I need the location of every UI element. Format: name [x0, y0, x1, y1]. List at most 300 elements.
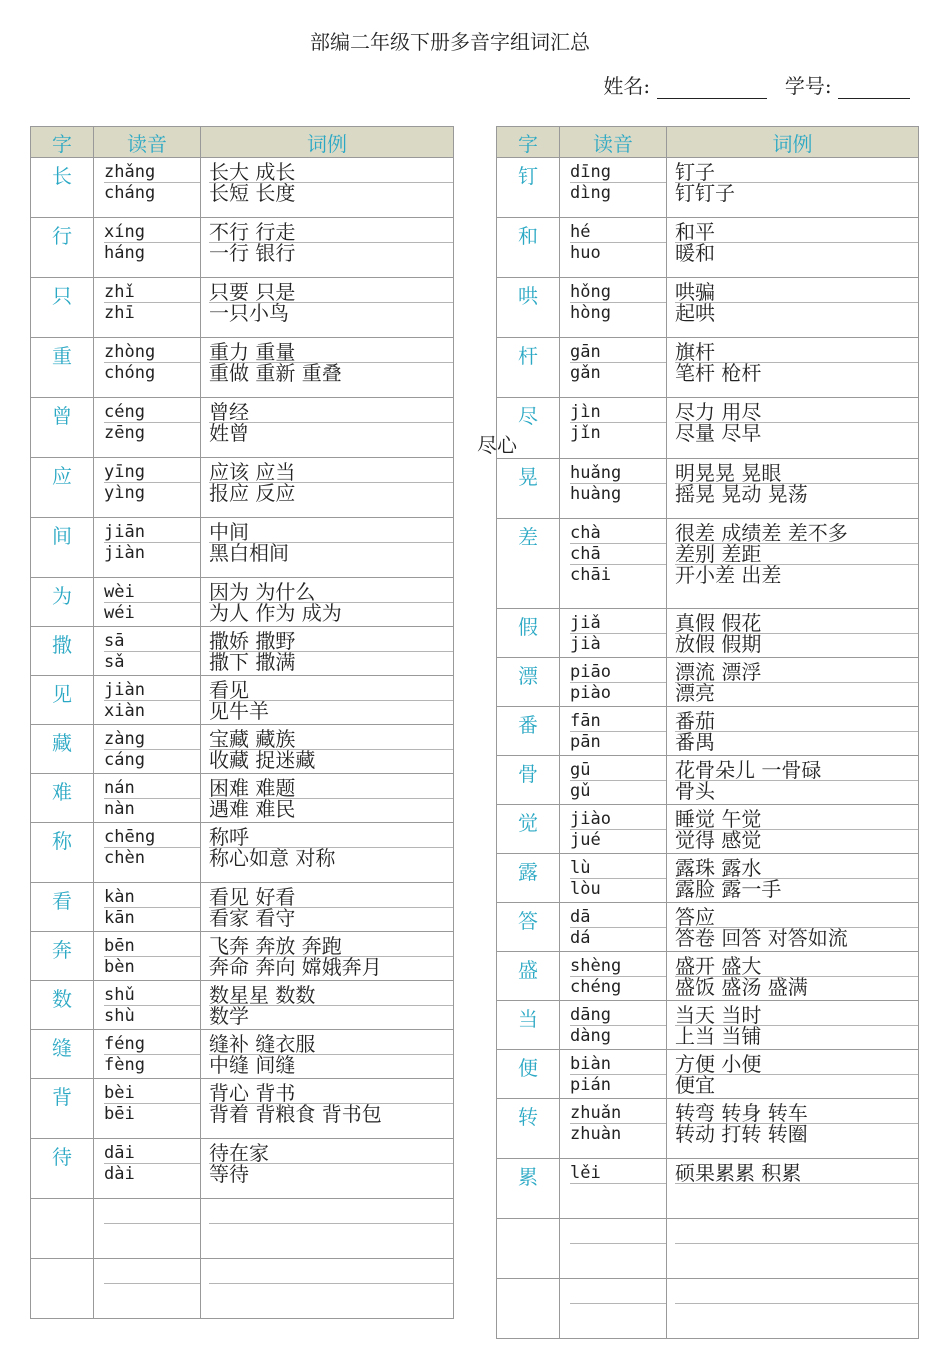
pinyin-line: céng	[104, 402, 200, 423]
pinyin-line: jǐn	[570, 423, 601, 443]
table-row	[31, 1199, 454, 1259]
words-cell	[201, 158, 454, 218]
pinyin-line: bēn	[104, 936, 200, 957]
pinyin-line: pān	[570, 732, 601, 752]
char-text: 藏	[52, 731, 72, 755]
words-line	[209, 1263, 453, 1284]
pinyin-line: zhī	[104, 303, 135, 323]
char-cell	[497, 1050, 560, 1099]
words-cell	[201, 1079, 454, 1139]
table-row	[31, 278, 454, 338]
table-row	[497, 158, 919, 218]
pinyin-line: kān	[104, 908, 135, 928]
pinyin-line: jiǎ	[570, 613, 666, 634]
pinyin-line: hòng	[570, 303, 611, 323]
words-line: 因为 为什么	[209, 582, 453, 603]
words-cell	[667, 756, 919, 805]
pinyin-line: dāi	[104, 1143, 200, 1164]
words-line: 觉得 感觉	[675, 828, 762, 852]
char-text: 长	[52, 164, 72, 188]
words-line: 答应	[675, 907, 918, 928]
char-text: 为	[52, 584, 72, 608]
words-cell	[201, 774, 454, 823]
char-cell	[497, 1159, 560, 1219]
pinyin-line: chà	[570, 523, 666, 544]
char-cell	[31, 932, 94, 981]
table-row	[497, 903, 919, 952]
char-text: 行	[52, 224, 72, 248]
words-line: 很差 成绩差 差不多	[675, 523, 918, 544]
pinyin-line: dāng	[570, 1005, 666, 1026]
pinyin-cell	[94, 398, 201, 458]
words-cell	[201, 823, 454, 883]
student-info	[603, 70, 910, 99]
pinyin-cell	[94, 725, 201, 774]
table-row	[31, 1030, 454, 1079]
pinyin-cell	[94, 1030, 201, 1079]
table-row	[31, 158, 454, 218]
pinyin-line: dìng	[570, 183, 611, 203]
char-text: 晃	[518, 465, 538, 489]
pinyin-cell	[94, 823, 201, 883]
words-line	[209, 1284, 453, 1304]
pinyin-cell	[560, 398, 667, 459]
char-cell	[497, 218, 560, 278]
table-row	[497, 1279, 919, 1339]
words-cell	[201, 338, 454, 398]
words-cell	[667, 278, 919, 338]
words-line	[209, 1203, 453, 1224]
words-line: 姓曾	[209, 421, 249, 445]
pinyin-cell	[94, 774, 201, 823]
words-cell	[201, 458, 454, 518]
words-line: 花骨朵儿 一骨碌	[675, 760, 918, 781]
table-row	[31, 932, 454, 981]
words-line: 看见	[209, 680, 453, 701]
char-cell	[31, 725, 94, 774]
table-row	[31, 398, 454, 458]
left-table	[30, 126, 454, 1319]
words-cell	[667, 1219, 919, 1279]
words-line: 数星星 数数	[209, 985, 453, 1006]
words-cell	[201, 1139, 454, 1199]
char-cell	[477, 398, 560, 459]
char-text: 当	[518, 1007, 538, 1031]
words-line: 收藏 捉迷藏	[209, 748, 316, 772]
header-char: 字	[31, 127, 94, 158]
words-line: 为人 作为 成为	[209, 601, 342, 625]
char-text: 尽	[518, 404, 538, 428]
words-line: 数学	[209, 1004, 249, 1028]
pinyin-line	[570, 1283, 666, 1304]
words-cell	[667, 1001, 919, 1050]
words-line: 飞奔 奔放 奔跑	[209, 936, 453, 957]
char-text: 露	[518, 860, 538, 884]
pinyin-line: gǎn	[570, 363, 601, 383]
pinyin-line: shù	[104, 1006, 135, 1026]
id-blank[interactable]	[838, 78, 910, 99]
pinyin-cell	[560, 1099, 667, 1159]
words-cell	[201, 518, 454, 578]
words-cell	[667, 1279, 919, 1339]
pinyin-cell	[94, 578, 201, 627]
char-cell	[31, 1199, 94, 1259]
words-line: 黑白相间	[209, 541, 289, 565]
words-cell	[201, 398, 454, 458]
words-cell	[201, 578, 454, 627]
header-words: 词例	[201, 127, 454, 158]
pinyin-line: háng	[104, 243, 145, 263]
pinyin-cell	[560, 756, 667, 805]
words-line: 番禺	[675, 730, 715, 754]
pinyin-line: chéng	[570, 977, 622, 997]
words-line	[675, 1184, 918, 1204]
pinyin-line: dīng	[570, 162, 666, 183]
words-line	[675, 1304, 918, 1324]
pinyin-cell	[560, 1219, 667, 1279]
pinyin-line: chèn	[104, 848, 145, 868]
char-subtext: 尽心	[477, 433, 517, 457]
words-line: 中缝 间缝	[209, 1053, 296, 1077]
table-row	[497, 756, 919, 805]
pinyin-line: zhǎng	[104, 162, 200, 183]
pinyin-line: xíng	[104, 222, 200, 243]
words-line: 尽力 用尽	[675, 402, 918, 423]
words-line: 长短 长度	[209, 181, 296, 205]
words-line	[675, 1223, 918, 1244]
words-line: 骨头	[675, 779, 715, 803]
pinyin-line: zhòng	[104, 342, 200, 363]
table-row	[31, 518, 454, 578]
words-line: 称心如意 对称	[209, 846, 336, 870]
char-cell	[31, 627, 94, 676]
words-line: 当天 当时	[675, 1005, 918, 1026]
pinyin-cell	[560, 952, 667, 1001]
table-row	[31, 1259, 454, 1319]
words-line: 等待	[209, 1162, 249, 1186]
table-row	[31, 458, 454, 518]
table-row	[497, 1001, 919, 1050]
pinyin-line: piāo	[570, 662, 666, 683]
pinyin-line: yìng	[104, 483, 145, 503]
pinyin-line	[104, 1284, 200, 1304]
pinyin-line: féng	[104, 1034, 200, 1055]
pinyin-cell	[94, 518, 201, 578]
words-line: 看家 看守	[209, 906, 296, 930]
words-line: 放假 假期	[675, 632, 762, 656]
words-cell	[667, 519, 919, 609]
pinyin-line: jiào	[570, 809, 666, 830]
pinyin-line: zhuàn	[570, 1124, 622, 1144]
words-cell	[667, 158, 919, 218]
pinyin-line: shèng	[570, 956, 666, 977]
words-line: 漂流 漂浮	[675, 662, 918, 683]
table-row	[497, 1099, 919, 1159]
char-cell	[497, 805, 560, 854]
char-text: 应	[52, 464, 72, 488]
right-table	[477, 126, 919, 1339]
words-line: 宝藏 藏族	[209, 729, 453, 750]
char-cell	[31, 1139, 94, 1199]
pinyin-cell	[94, 932, 201, 981]
pinyin-cell	[560, 903, 667, 952]
table-row	[31, 338, 454, 398]
words-line: 摇晃 晃动 晃荡	[675, 482, 808, 506]
pinyin-line: kàn	[104, 887, 200, 908]
char-text: 见	[52, 682, 72, 706]
pinyin-line: biàn	[570, 1054, 666, 1075]
table-row	[497, 854, 919, 903]
words-cell	[201, 883, 454, 932]
pinyin-line	[570, 1184, 666, 1204]
table-row	[31, 774, 454, 823]
char-text: 背	[52, 1085, 72, 1109]
pinyin-line: zhuǎn	[570, 1103, 666, 1124]
pinyin-line: hǒng	[570, 282, 666, 303]
pinyin-line: wéi	[104, 603, 135, 623]
pinyin-line: chēng	[104, 827, 200, 848]
char-text: 待	[52, 1145, 72, 1169]
pinyin-line	[570, 1223, 666, 1244]
char-cell	[31, 823, 94, 883]
words-cell	[201, 1199, 454, 1259]
char-cell	[31, 1030, 94, 1079]
pinyin-line: shǔ	[104, 985, 200, 1006]
words-line: 起哄	[675, 301, 715, 325]
table-row	[31, 676, 454, 725]
char-text: 漂	[518, 664, 538, 688]
pinyin-cell	[560, 609, 667, 658]
words-cell	[201, 627, 454, 676]
char-cell	[497, 1099, 560, 1159]
words-cell	[667, 707, 919, 756]
words-line: 背着 背粮食 背书包	[209, 1102, 382, 1126]
pinyin-line: gū	[570, 760, 666, 781]
pinyin-cell	[94, 1139, 201, 1199]
pinyin-cell	[94, 676, 201, 725]
words-line: 番茄	[675, 711, 918, 732]
pinyin-line: huo	[570, 243, 601, 263]
pinyin-line: chāi	[570, 565, 611, 585]
pinyin-cell	[560, 459, 667, 519]
words-line: 报应 反应	[209, 481, 296, 505]
char-text: 称	[52, 829, 72, 853]
table-row	[497, 952, 919, 1001]
pinyin-line: nán	[104, 778, 200, 799]
pinyin-cell	[94, 158, 201, 218]
header-pinyin: 读音	[560, 127, 667, 158]
pinyin-line: bèn	[104, 957, 135, 977]
char-cell	[497, 854, 560, 903]
words-line: 称呼	[209, 827, 453, 848]
words-line: 遇难 难民	[209, 797, 296, 821]
char-cell	[31, 518, 94, 578]
pinyin-line: hé	[570, 222, 666, 243]
pinyin-cell	[560, 658, 667, 707]
char-cell	[31, 578, 94, 627]
table-row	[497, 218, 919, 278]
words-cell	[201, 278, 454, 338]
pinyin-cell	[560, 707, 667, 756]
words-line: 上当 当铺	[675, 1024, 762, 1048]
words-line: 重做 重新 重叠	[209, 361, 342, 385]
char-cell	[31, 981, 94, 1030]
words-line: 重力 重量	[209, 342, 453, 363]
char-cell	[497, 459, 560, 519]
pinyin-cell	[94, 458, 201, 518]
char-cell	[497, 158, 560, 218]
words-line: 漂亮	[675, 681, 715, 705]
pinyin-line: zhǐ	[104, 282, 200, 303]
page-title: 部编二年级下册多音字组词汇总	[310, 30, 590, 54]
table-row	[497, 1219, 919, 1279]
pinyin-cell	[94, 338, 201, 398]
char-cell	[31, 676, 94, 725]
char-cell	[31, 458, 94, 518]
table-row	[497, 338, 919, 398]
header-words: 词例	[667, 127, 919, 158]
table-row	[497, 1159, 919, 1219]
words-line: 不行 行走	[209, 222, 453, 243]
char-text: 盛	[518, 958, 538, 982]
words-line: 方便 小便	[675, 1054, 918, 1075]
words-cell	[667, 338, 919, 398]
words-line: 撒娇 撒野	[209, 631, 453, 652]
words-cell	[667, 952, 919, 1001]
pinyin-cell	[560, 1159, 667, 1219]
pinyin-line: pián	[570, 1075, 611, 1095]
pinyin-cell	[560, 519, 667, 609]
pinyin-line: jiān	[104, 522, 200, 543]
words-line: 见牛羊	[209, 699, 269, 723]
words-line: 暖和	[675, 241, 715, 265]
pinyin-line: jiàn	[104, 680, 200, 701]
pinyin-cell	[560, 158, 667, 218]
pinyin-cell	[560, 218, 667, 278]
words-line: 盛饭 盛汤 盛满	[675, 975, 808, 999]
char-cell	[497, 903, 560, 952]
table-row	[497, 459, 919, 519]
pinyin-cell	[560, 1279, 667, 1339]
pinyin-line: chóng	[104, 363, 156, 383]
pinyin-cell	[560, 854, 667, 903]
words-line: 长大 成长	[209, 162, 453, 183]
char-cell	[31, 278, 94, 338]
table-row	[31, 883, 454, 932]
char-text: 觉	[518, 811, 538, 835]
char-text: 假	[518, 615, 538, 639]
words-line: 明晃晃 晃眼	[675, 463, 918, 484]
words-cell	[667, 658, 919, 707]
pinyin-line	[104, 1203, 200, 1224]
pinyin-line: xiàn	[104, 701, 145, 721]
char-cell	[497, 756, 560, 805]
words-line: 钉钉子	[675, 181, 735, 205]
pinyin-line: yīng	[104, 462, 200, 483]
char-text: 数	[52, 987, 72, 1011]
pinyin-line: wèi	[104, 582, 200, 603]
pinyin-line: piào	[570, 683, 611, 703]
words-cell	[201, 932, 454, 981]
words-cell	[201, 725, 454, 774]
pinyin-line: sǎ	[104, 652, 125, 672]
table-row	[497, 609, 919, 658]
table-row	[497, 658, 919, 707]
words-cell	[201, 218, 454, 278]
words-cell	[667, 854, 919, 903]
words-cell	[667, 1099, 919, 1159]
pinyin-line: chā	[570, 544, 666, 565]
char-cell	[31, 218, 94, 278]
char-cell	[31, 158, 94, 218]
char-cell	[31, 774, 94, 823]
pinyin-line: lěi	[570, 1163, 666, 1184]
words-cell	[667, 805, 919, 854]
header-pinyin: 读音	[94, 127, 201, 158]
table-row	[497, 398, 919, 459]
words-line: 一只小鸟	[209, 301, 289, 325]
words-line	[675, 1244, 918, 1264]
words-line: 便宜	[675, 1073, 715, 1097]
words-line: 答卷 回答 对答如流	[675, 926, 848, 950]
table-row	[497, 805, 919, 854]
pinyin-line: nàn	[104, 799, 135, 819]
pinyin-line: dā	[570, 907, 666, 928]
words-line: 只要 只是	[209, 282, 453, 303]
char-text: 和	[518, 224, 538, 248]
table-row	[31, 981, 454, 1030]
pinyin-line: zàng	[104, 729, 200, 750]
words-cell	[667, 903, 919, 952]
char-cell	[497, 707, 560, 756]
words-line: 开小差 出差	[675, 563, 782, 587]
char-cell	[497, 1219, 560, 1279]
table-row	[497, 519, 919, 609]
words-cell	[201, 1030, 454, 1079]
table-row	[31, 1079, 454, 1139]
char-text: 看	[52, 889, 72, 913]
pinyin-line: sā	[104, 631, 200, 652]
pinyin-line	[104, 1224, 200, 1244]
words-line: 转弯 转身 转车	[675, 1103, 918, 1124]
pinyin-line: lù	[570, 858, 666, 879]
char-text: 骨	[518, 762, 538, 786]
name-blank[interactable]	[657, 78, 767, 99]
words-line: 和平	[675, 222, 918, 243]
words-line: 奔命 奔向 嫦娥奔月	[209, 955, 382, 979]
words-line: 差别 差距	[675, 544, 918, 565]
char-cell	[497, 278, 560, 338]
words-cell	[667, 1050, 919, 1099]
pinyin-line: huǎng	[570, 463, 666, 484]
words-line: 哄骗	[675, 282, 918, 303]
char-cell	[497, 658, 560, 707]
char-cell	[497, 1279, 560, 1339]
table-row	[497, 1050, 919, 1099]
words-cell	[201, 1259, 454, 1319]
char-text: 答	[518, 909, 538, 933]
pinyin-line: dá	[570, 928, 591, 948]
char-text: 撒	[52, 633, 72, 657]
words-line: 盛开 盛大	[675, 956, 918, 977]
char-cell	[497, 519, 560, 609]
words-line: 一行 银行	[209, 241, 296, 265]
char-cell	[31, 398, 94, 458]
words-line: 笔杆 枪杆	[675, 361, 762, 385]
char-text: 重	[52, 344, 72, 368]
words-line: 睡觉 午觉	[675, 809, 918, 830]
pinyin-line: jìn	[570, 402, 666, 423]
